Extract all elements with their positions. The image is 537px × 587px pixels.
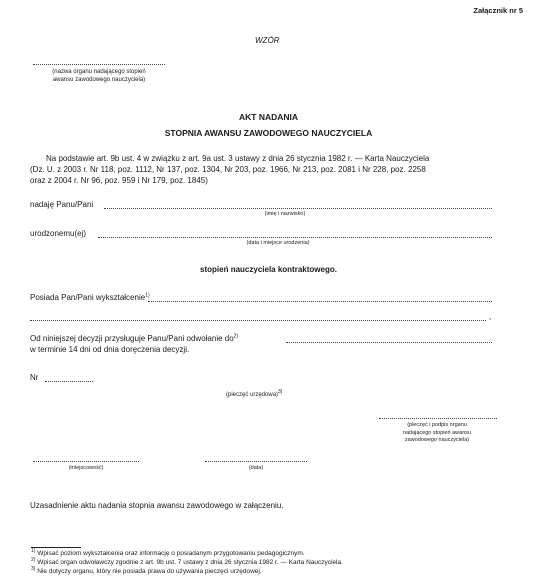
birth-data-caption: (data i miejsce urodzenia): [246, 240, 310, 246]
education-line-2: [30, 320, 486, 321]
education-line: [148, 301, 492, 302]
signature-caption: (pieczęć i podpis organu nadającego stopień awansu zawodowego nauczyciela): [402, 422, 472, 443]
template-mark: WZÓR: [255, 36, 280, 45]
legal-basis-line1: Na podstawie art. 9b ust. 4 w związku z art. 9a ust. 3 ustawy z dnia 26 stycznia 1982 r. — Karta Nauczyciela: [46, 154, 430, 163]
legal-basis-line2: (Dz. U. z 2003 r. Nr 118, poz. 1112, Nr 137, poz. 1304, Nr 203, poz. 1966, Nr 213, poz. 2081 i Nr 228, poz. 2258: [30, 165, 426, 174]
official-seal-caption: (pieczęć urzędowa)$^{3)}$: [226, 389, 283, 398]
justification-note: Uzasadnienie aktu nadania stopnia awansu zawodowego w załączeniu.: [30, 501, 284, 510]
footnote-separator: [31, 547, 81, 548]
appeal-authority-line: [286, 342, 492, 343]
signature-line: [379, 418, 497, 419]
number-line: [45, 381, 93, 382]
number-label: Nr: [30, 373, 39, 382]
document-subtitle: STOPNIA AWANSU ZAWODOWEGO NAUCZYCIELA: [164, 128, 373, 138]
legal-basis-line3: oraz z 2004 r. Nr 96, poz. 959 i Nr 179, poz. 1845): [30, 176, 208, 185]
date-caption: (data): [248, 465, 264, 471]
document-title: AKT NADANIA: [238, 112, 299, 122]
appeal-deadline: w terminie 14 dni od dnia doręczenia decyzji.: [30, 345, 190, 354]
grant-label: nadaję Panu/Pani: [30, 200, 94, 209]
footnote-3: $^{3)}$ Nie dotyczy organu, który nie posiada prawa do używania pieczęci urzędowej.: [31, 565, 262, 575]
education-label: Posiada Pan/Pani wykształcenie$^{1)}$: [30, 292, 150, 302]
attachment-number: Załącznik nr 5: [473, 6, 523, 15]
place-caption: (miejscowość): [68, 465, 104, 471]
full-name-line: [104, 208, 492, 209]
full-name-caption: (imię i nazwisko): [264, 211, 306, 217]
appeal-label: Od niniejszej decyzji przysługuje Panu/Pani odwołanie $do^{2)}$: [30, 333, 239, 343]
issuer-caption: (nazwa organu nadającego stopień awansu zawodowego nauczyciela): [52, 69, 146, 83]
education-comma: ,: [489, 312, 492, 321]
footnote-2: $^{2)}$ Wpisać organ odwoławczy zgodnie z art. 9b ust. 7 ustawy z dnia 26 stycznia 1982 r. — Karta Nauczyciela.: [31, 556, 343, 566]
birth-data-line: [98, 237, 492, 238]
place-line: [33, 461, 139, 462]
footnote-1: $^{1)}$ Wpisać poziom wykształcenia oraz informację o posiadanym przygotowaniu pedagogicznym.: [31, 547, 305, 557]
date-line: [205, 461, 307, 462]
issuer-name-line: [33, 64, 165, 65]
degree-name: stopień nauczyciela kontraktowego.: [200, 265, 337, 274]
born-label: urodzonemu(ej): [30, 229, 87, 238]
